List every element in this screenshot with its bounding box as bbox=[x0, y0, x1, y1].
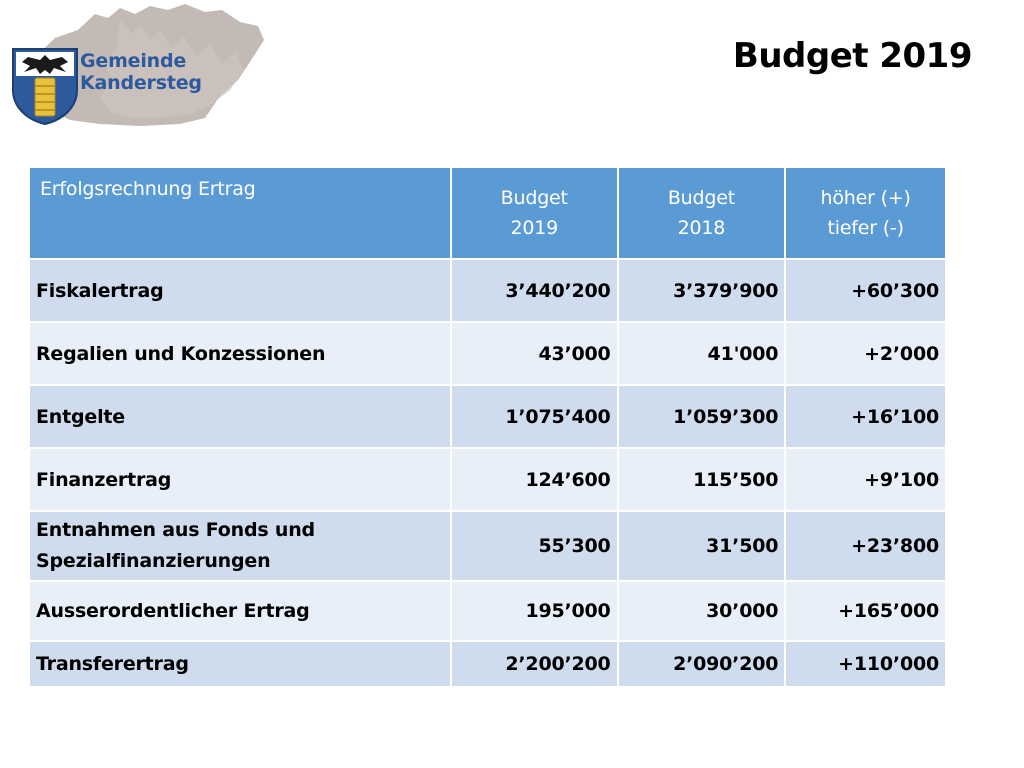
header-difference-line-2: tiefer (-) bbox=[827, 217, 904, 239]
header-budget-2019-line-1: Budget bbox=[500, 187, 568, 209]
table-header-row bbox=[29, 167, 946, 259]
header-budget-2018-line-1: Budget bbox=[667, 187, 735, 209]
row-budget-2018: 115’500 bbox=[618, 448, 786, 511]
table-row bbox=[29, 322, 946, 385]
table-row bbox=[29, 641, 946, 687]
table-row bbox=[29, 448, 946, 511]
row-budget-2019: 55’300 bbox=[451, 511, 618, 581]
row-difference: +23’800 bbox=[785, 511, 946, 581]
table-row bbox=[29, 581, 946, 641]
row-difference: +9’100 bbox=[785, 448, 946, 511]
row-label: Finanzertrag bbox=[29, 448, 451, 511]
row-label-line-1: Entnahmen aus Fonds und bbox=[36, 519, 315, 541]
table-row bbox=[29, 259, 946, 322]
header-label-text: Erfolgsrechnung Ertrag bbox=[40, 178, 256, 200]
row-budget-2019: 124’600 bbox=[451, 448, 618, 511]
row-budget-2019: 1’075’400 bbox=[451, 385, 618, 448]
header-budget-2019-line-2: 2019 bbox=[510, 217, 559, 239]
header-budget-2019 bbox=[451, 167, 618, 259]
row-budget-2019: 2’200’200 bbox=[451, 641, 618, 687]
row-label: Transferertrag bbox=[29, 641, 451, 687]
row-budget-2019: 195’000 bbox=[451, 581, 618, 641]
row-label: Fiskalertrag bbox=[29, 259, 451, 322]
row-budget-2018: 1’059’300 bbox=[618, 385, 786, 448]
row-budget-2019: 43’000 bbox=[451, 322, 618, 385]
table-row bbox=[29, 385, 946, 448]
row-difference: +60’300 bbox=[785, 259, 946, 322]
header-difference-line-1: höher (+) bbox=[820, 187, 911, 209]
row-difference: +2’000 bbox=[785, 322, 946, 385]
logo-line-2: Kandersteg bbox=[80, 72, 202, 94]
row-difference: +110’000 bbox=[785, 641, 946, 687]
header-label bbox=[29, 167, 451, 259]
logo-text bbox=[80, 50, 202, 94]
header-budget-2018-line-2: 2018 bbox=[677, 217, 726, 239]
row-label: Ausserordentlicher Ertrag bbox=[29, 581, 451, 641]
table-row bbox=[29, 511, 946, 581]
page-title: Budget 2019 bbox=[732, 36, 972, 76]
header-budget-2018 bbox=[618, 167, 786, 259]
row-difference: +16’100 bbox=[785, 385, 946, 448]
municipality-logo bbox=[0, 0, 270, 130]
row-budget-2018: 2’090’200 bbox=[618, 641, 786, 687]
header-difference bbox=[785, 167, 946, 259]
row-label-line-2: Spezialfinanzierungen bbox=[36, 550, 271, 572]
row-budget-2019: 3’440’200 bbox=[451, 259, 618, 322]
row-budget-2018: 31’500 bbox=[618, 511, 786, 581]
coat-of-arms-icon bbox=[10, 46, 80, 126]
row-label bbox=[29, 511, 451, 581]
row-label: Entgelte bbox=[29, 385, 451, 448]
row-label: Regalien und Konzessionen bbox=[29, 322, 451, 385]
row-budget-2018: 30’000 bbox=[618, 581, 786, 641]
row-budget-2018: 3’379’900 bbox=[618, 259, 786, 322]
logo-line-1: Gemeinde bbox=[80, 50, 187, 72]
row-difference: +165’000 bbox=[785, 581, 946, 641]
budget-table bbox=[28, 166, 947, 688]
row-budget-2018: 41'000 bbox=[618, 322, 786, 385]
